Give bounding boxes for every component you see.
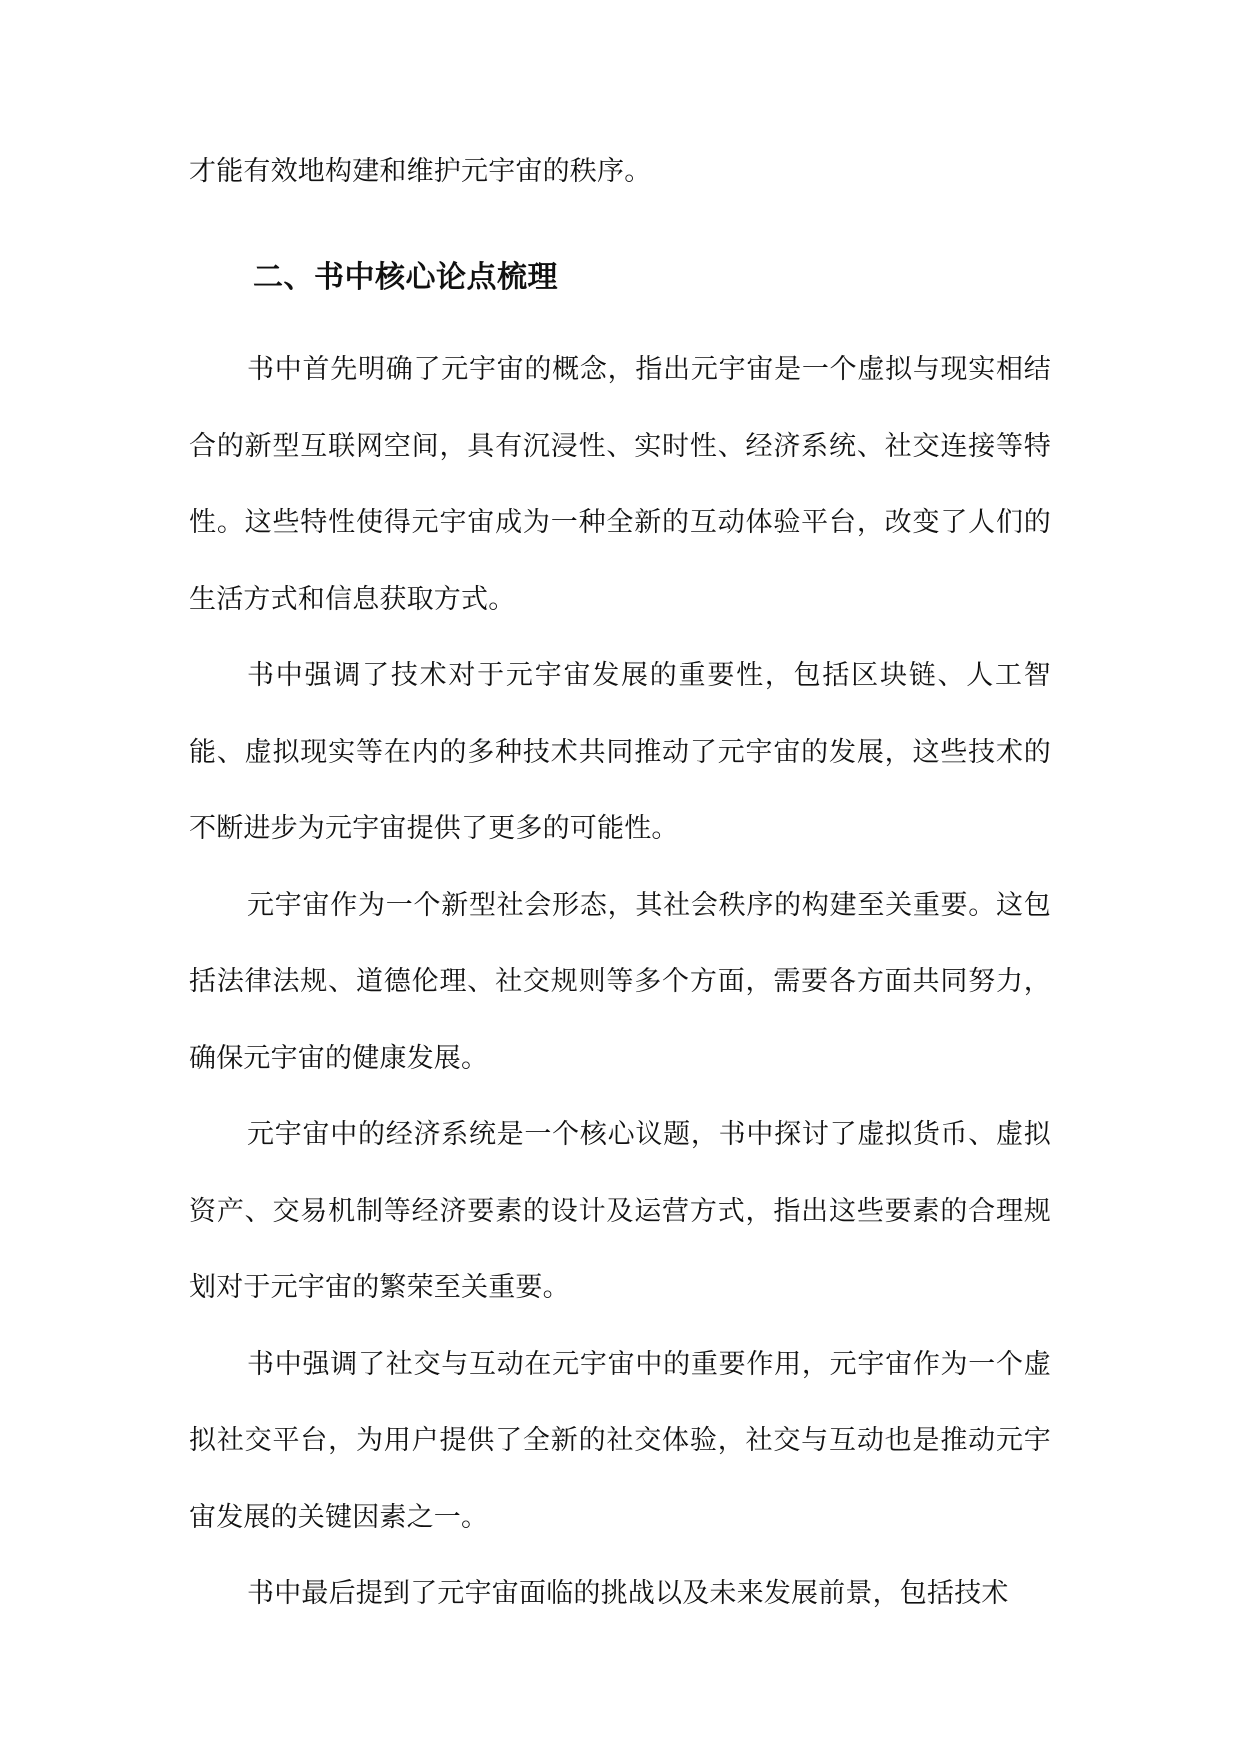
lead-paragraph: 才能有效地构建和维护元宇宙的秩序。 (189, 156, 652, 187)
paragraph-technology: 书中强调了技术对于元宇宙发展的重要性，包括区块链、人工智能、虚拟现实等在内的多种技术共同推动了元宇宙的发展，这些技术的不断进步为元宇宙提供了更多的可能性。 (189, 660, 1051, 844)
paragraph-concept: 书中首先明确了元宇宙的概念，指出元宇宙是一个虚拟与现实相结合的新型互联网空间，具有沉浸性、实时性、经济系统、社交连接等特性。这些特性使得元宇宙成为一种全新的互动体验平台，改变了人们的生活方式和信息获取方式。 (189, 354, 1051, 615)
body-paragraphs (189, 332, 1051, 1633)
paragraph-challenges: 书中最后提到了元宇宙面临的挑战以及未来发展前景，包括技术 (247, 1578, 1009, 1609)
lead-block (189, 134, 1051, 211)
section-heading: 二、书中核心论点梳理 (253, 260, 558, 295)
paragraph-social-order: 元宇宙作为一个新型社会形态，其社会秩序的构建至关重要。这包括法律法规、道德伦理、社交规则等多个方面，需要各方面共同努力，确保元宇宙的健康发展。 (189, 889, 1051, 1074)
paragraph-social-interaction: 书中强调了社交与互动在元宇宙中的重要作用，元宇宙作为一个虚拟社交平台，为用户提供了全新的社交体验，社交与互动也是推动元宇宙发展的关键因素之一。 (189, 1348, 1051, 1533)
paragraph-economy: 元宇宙中的经济系统是一个核心议题，书中探讨了虚拟货币、虚拟资产、交易机制等经济要素的设计及运营方式，指出这些要素的合理规划对于元宇宙的繁荣至关重要。 (189, 1119, 1051, 1303)
